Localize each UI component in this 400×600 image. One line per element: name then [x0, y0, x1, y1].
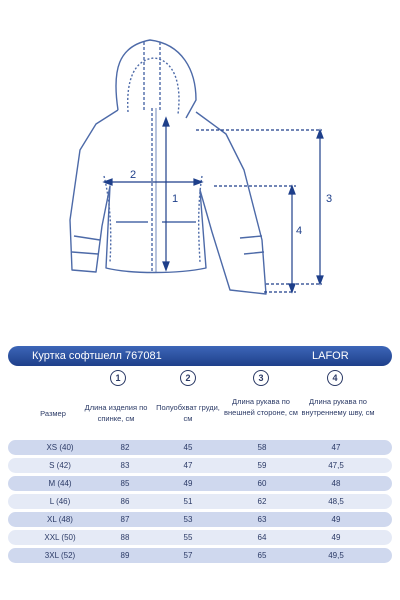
table-row — [8, 530, 392, 545]
table-cell: 55 — [183, 533, 193, 542]
table-cell: 83 — [120, 461, 130, 470]
brand-name: LAFOR — [312, 350, 349, 362]
table-cell: 47,5 — [328, 461, 344, 470]
header-back-length: Длина изделия по спинке, см — [84, 403, 148, 423]
table-cell: 82 — [120, 443, 130, 452]
header-sleeve-outer: Длина рукава по внешней стороне, см — [224, 397, 298, 417]
table-cell: 49,5 — [328, 551, 344, 560]
table-cell: 57 — [183, 551, 193, 560]
marker-2: 2 — [180, 370, 196, 386]
table-row — [8, 548, 392, 563]
table-cell: 63 — [257, 515, 267, 524]
table-cell: 45 — [183, 443, 193, 452]
table-cell: 89 — [120, 551, 130, 560]
table-cell: 49 — [331, 533, 341, 542]
dimension-label-3: 3 — [326, 193, 333, 205]
table-cell: XXL (50) — [44, 533, 76, 542]
dimension-label-4: 4 — [296, 225, 303, 237]
hood-inner — [128, 58, 179, 114]
header-sleeve-inner: Длина рукава по внутреннему шву, см — [301, 397, 375, 417]
table-cell: 62 — [257, 497, 267, 506]
table-cell: 47 — [183, 461, 193, 470]
table-cell: 60 — [257, 479, 267, 488]
table-cell: S (42) — [49, 461, 71, 470]
table-row — [8, 458, 392, 473]
table-row — [8, 512, 392, 527]
table-cell: 49 — [183, 479, 193, 488]
marker-3: 3 — [253, 370, 269, 386]
table-cell: 59 — [257, 461, 267, 470]
table-cell: 86 — [120, 497, 130, 506]
table-cell: 48 — [331, 479, 341, 488]
table-cell: 48,5 — [328, 497, 344, 506]
table-cell: XL (48) — [47, 515, 73, 524]
table-cell: 47 — [331, 443, 341, 452]
table-cell: 3XL (52) — [44, 551, 76, 560]
table-row — [8, 494, 392, 509]
table-cell: 58 — [257, 443, 267, 452]
table-cell: 49 — [331, 515, 341, 524]
table-cell: 64 — [257, 533, 267, 542]
marker-1: 1 — [110, 370, 126, 386]
table-row — [8, 440, 392, 455]
table-cell: 53 — [183, 515, 193, 524]
dimension-label-1: 1 — [172, 193, 179, 205]
table-cell: 65 — [257, 551, 267, 560]
table-cell: 88 — [120, 533, 130, 542]
jacket-body-outline — [70, 110, 266, 294]
table-cell: XS (40) — [46, 443, 74, 452]
product-name: Куртка софтшелл 767081 — [32, 350, 162, 362]
header-size: Размер — [40, 409, 66, 418]
table-cell: 51 — [183, 497, 193, 506]
table-cell: M (44) — [48, 479, 72, 488]
dimension-label-2: 2 — [130, 169, 137, 181]
table-cell: L (46) — [49, 497, 71, 506]
table-cell: 85 — [120, 479, 130, 488]
table-row — [8, 476, 392, 491]
header-half-chest: Полуобхват груди, см — [156, 403, 220, 423]
product-title-bar — [8, 346, 392, 366]
marker-4: 4 — [327, 370, 343, 386]
table-cell: 87 — [120, 515, 130, 524]
